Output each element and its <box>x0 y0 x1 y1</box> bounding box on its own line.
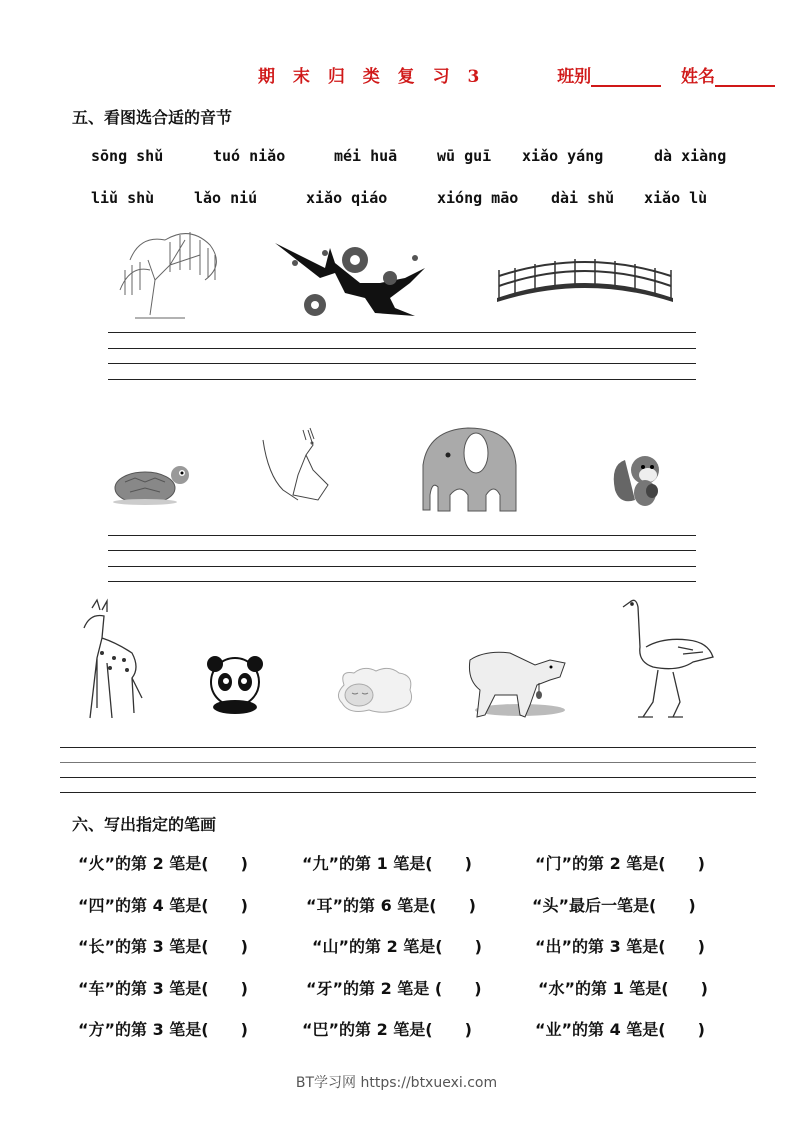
stroke-question[interactable]: “方”的第 3 笔是( ) <box>78 1020 248 1039</box>
pinyin-option: dà xiàng <box>654 147 727 165</box>
answer-line[interactable] <box>108 581 696 582</box>
name-label: 姓名 <box>681 67 716 87</box>
class-field[interactable] <box>591 69 661 87</box>
stroke-question[interactable]: “巴”的第 2 笔是( ) <box>302 1020 472 1039</box>
pinyin-option: lǎo niú <box>194 189 258 207</box>
small-bridge-image <box>495 258 675 303</box>
footer-watermark: BT学习网 https://btxuexi.com <box>295 1075 498 1091</box>
answer-line[interactable] <box>108 348 696 349</box>
pinyin-option: dài shǔ <box>551 189 615 207</box>
stroke-question[interactable]: “出”的第 3 笔是( ) <box>535 937 705 956</box>
sheep-image <box>334 665 416 715</box>
pinyin-option: xiǎo yáng <box>522 147 604 165</box>
panda-image <box>203 652 268 714</box>
deer-image <box>72 598 157 723</box>
class-label: 班别 <box>557 67 592 87</box>
section6-title: 六、写出指定的笔画 <box>72 815 217 834</box>
stroke-question[interactable]: “九”的第 1 笔是( ) <box>302 854 472 873</box>
answer-line[interactable] <box>60 762 756 763</box>
willow-tree-image <box>110 220 230 320</box>
kangaroo-image <box>258 425 333 505</box>
worksheet-header <box>258 62 775 87</box>
pinyin-option: wū guī <box>437 147 492 165</box>
answer-line[interactable] <box>108 535 696 536</box>
stroke-question[interactable]: “水”的第 1 笔是( ) <box>538 979 708 998</box>
pinyin-option: méi huā <box>334 147 398 165</box>
pinyin-option: sōng shǔ <box>91 147 164 165</box>
answer-line[interactable] <box>60 777 756 778</box>
stroke-question[interactable]: “牙”的第 2 笔是 ( ) <box>306 979 482 998</box>
stroke-question[interactable]: “耳”的第 6 笔是( ) <box>306 896 476 915</box>
elephant-image <box>418 425 520 515</box>
worksheet-title: 期 末 归 类 复 习 3 <box>258 67 486 87</box>
turtle-image <box>110 460 192 505</box>
cow-image <box>465 645 575 720</box>
pinyin-option: liǔ shù <box>91 189 155 207</box>
stroke-question[interactable]: “长”的第 3 笔是( ) <box>78 937 248 956</box>
name-field[interactable] <box>715 69 775 87</box>
answer-line[interactable] <box>108 550 696 551</box>
section5-title: 五、看图选合适的音节 <box>72 108 233 127</box>
answer-line[interactable] <box>60 747 756 748</box>
answer-line[interactable] <box>108 363 696 364</box>
plum-blossom-image <box>275 238 435 323</box>
squirrel-image <box>610 445 670 513</box>
pinyin-option: xiǎo lù <box>644 189 708 207</box>
ostrich-image <box>618 592 718 722</box>
answer-line[interactable] <box>108 566 696 567</box>
pinyin-option: xiǎo qiáo <box>306 189 388 207</box>
stroke-question[interactable]: “四”的第 4 笔是( ) <box>78 896 248 915</box>
answer-line[interactable] <box>108 332 696 333</box>
answer-line[interactable] <box>108 379 696 380</box>
stroke-question[interactable]: “山”的第 2 笔是( ) <box>312 937 482 956</box>
stroke-question[interactable]: “门”的第 2 笔是( ) <box>535 854 705 873</box>
stroke-question[interactable]: “火”的第 2 笔是( ) <box>78 854 248 873</box>
pinyin-option: xióng māo <box>437 189 519 207</box>
stroke-question[interactable]: “车”的第 3 笔是( ) <box>78 979 248 998</box>
stroke-question[interactable]: “头”最后一笔是( ) <box>532 896 696 915</box>
stroke-question[interactable]: “业”的第 4 笔是( ) <box>535 1020 705 1039</box>
pinyin-option: tuó niǎo <box>213 147 286 165</box>
answer-line[interactable] <box>60 792 756 793</box>
